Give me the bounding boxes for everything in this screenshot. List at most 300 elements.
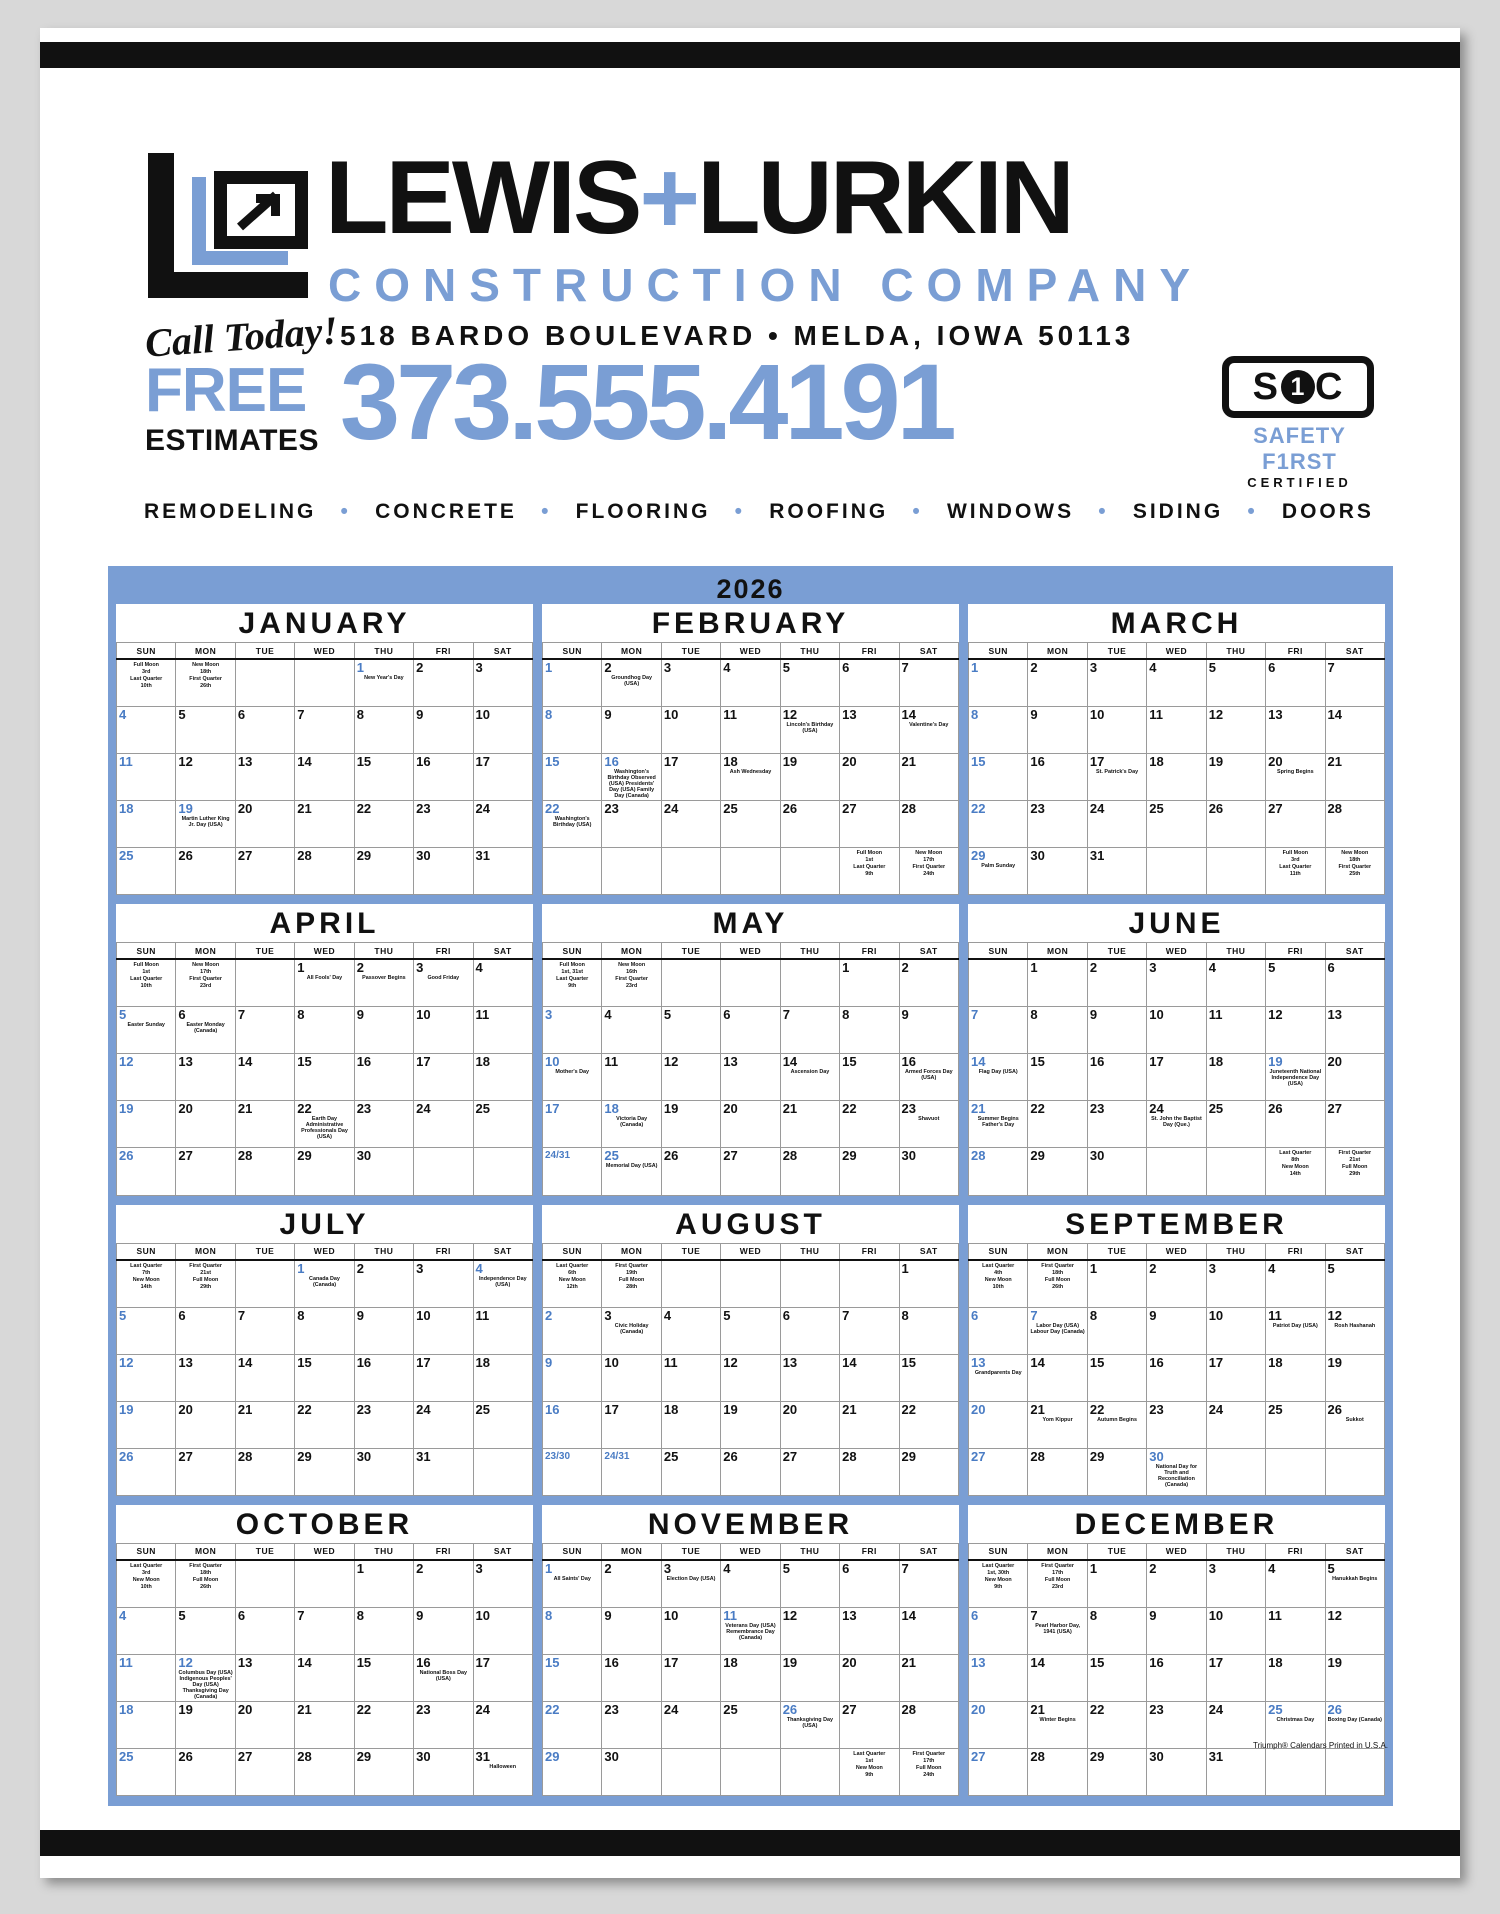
day-cell[interactable]: [780, 754, 839, 801]
day-cell[interactable]: [176, 1148, 235, 1195]
day-cell[interactable]: [473, 754, 532, 801]
day-cell[interactable]: [969, 1354, 1028, 1401]
day-cell[interactable]: [780, 1448, 839, 1495]
day-cell[interactable]: [543, 1701, 602, 1748]
day-cell[interactable]: [1147, 801, 1206, 848]
day-cell[interactable]: [354, 1654, 413, 1701]
day-cell[interactable]: [235, 1101, 294, 1148]
day-cell[interactable]: [721, 1101, 780, 1148]
day-cell[interactable]: [176, 959, 235, 1007]
day-cell[interactable]: [1087, 1607, 1146, 1654]
day-cell[interactable]: [176, 848, 235, 895]
day-cell[interactable]: [602, 754, 661, 801]
day-cell[interactable]: [721, 1307, 780, 1354]
day-cell[interactable]: [969, 1054, 1028, 1101]
day-cell[interactable]: [117, 1101, 176, 1148]
day-cell[interactable]: [473, 1007, 532, 1054]
day-cell[interactable]: [354, 1054, 413, 1101]
day-cell[interactable]: [899, 754, 958, 801]
day-cell[interactable]: [1147, 1607, 1206, 1654]
day-cell[interactable]: [414, 959, 473, 1007]
day-cell[interactable]: [602, 801, 661, 848]
day-cell[interactable]: [354, 1007, 413, 1054]
day-cell[interactable]: [661, 801, 720, 848]
day-cell[interactable]: [661, 1148, 720, 1195]
day-cell[interactable]: [969, 1007, 1028, 1054]
day-cell[interactable]: [295, 848, 354, 895]
day-cell[interactable]: [721, 659, 780, 707]
day-cell[interactable]: [1266, 1101, 1325, 1148]
day-cell[interactable]: [473, 959, 532, 1007]
day-cell[interactable]: [295, 1560, 354, 1608]
day-cell[interactable]: [354, 1401, 413, 1448]
day-cell[interactable]: [899, 707, 958, 754]
day-cell[interactable]: [969, 1560, 1028, 1608]
day-cell[interactable]: [840, 1054, 899, 1101]
day-cell[interactable]: [1028, 1260, 1087, 1308]
day-cell[interactable]: [543, 1354, 602, 1401]
day-cell[interactable]: [840, 754, 899, 801]
day-cell[interactable]: [721, 1148, 780, 1195]
day-cell[interactable]: [1087, 1148, 1146, 1195]
day-cell[interactable]: [1266, 1307, 1325, 1354]
day-cell[interactable]: [1266, 801, 1325, 848]
day-cell[interactable]: [543, 1607, 602, 1654]
day-cell[interactable]: [969, 801, 1028, 848]
day-cell[interactable]: [1087, 1701, 1146, 1748]
day-cell[interactable]: [969, 659, 1028, 707]
day-cell[interactable]: [780, 959, 839, 1007]
day-cell[interactable]: [780, 1401, 839, 1448]
day-cell[interactable]: [117, 1307, 176, 1354]
day-cell[interactable]: [1206, 1260, 1265, 1308]
day-cell[interactable]: [543, 1307, 602, 1354]
day-cell[interactable]: [1206, 1148, 1265, 1195]
day-cell[interactable]: [295, 707, 354, 754]
day-cell[interactable]: [473, 1560, 532, 1608]
day-cell[interactable]: [414, 1007, 473, 1054]
day-cell[interactable]: [414, 1401, 473, 1448]
day-cell[interactable]: [235, 1560, 294, 1608]
day-cell[interactable]: [899, 801, 958, 848]
day-cell[interactable]: [661, 1448, 720, 1495]
day-cell[interactable]: [1028, 1148, 1087, 1195]
day-cell[interactable]: [235, 1260, 294, 1308]
day-cell[interactable]: [295, 1401, 354, 1448]
day-cell[interactable]: [721, 754, 780, 801]
day-cell[interactable]: [414, 1354, 473, 1401]
day-cell[interactable]: [1206, 1748, 1265, 1795]
day-cell[interactable]: [354, 1148, 413, 1195]
day-cell[interactable]: [1147, 1007, 1206, 1054]
day-cell[interactable]: [899, 1101, 958, 1148]
day-cell[interactable]: [1206, 848, 1265, 895]
day-cell[interactable]: [840, 1654, 899, 1701]
day-cell[interactable]: [1206, 707, 1265, 754]
day-cell[interactable]: [1087, 1748, 1146, 1795]
day-cell[interactable]: [235, 1007, 294, 1054]
day-cell[interactable]: [543, 848, 602, 895]
day-cell[interactable]: [473, 1148, 532, 1195]
day-cell[interactable]: [1206, 1354, 1265, 1401]
day-cell[interactable]: [295, 754, 354, 801]
day-cell[interactable]: [176, 707, 235, 754]
day-cell[interactable]: [899, 1148, 958, 1195]
day-cell[interactable]: [780, 1007, 839, 1054]
day-cell[interactable]: [661, 1560, 720, 1608]
day-cell[interactable]: [1028, 659, 1087, 707]
day-cell[interactable]: [899, 659, 958, 707]
day-cell[interactable]: [473, 707, 532, 754]
day-cell[interactable]: [543, 1148, 602, 1195]
day-cell[interactable]: [295, 1260, 354, 1308]
day-cell[interactable]: [780, 659, 839, 707]
day-cell[interactable]: [117, 1054, 176, 1101]
day-cell[interactable]: [543, 1007, 602, 1054]
day-cell[interactable]: [1087, 1054, 1146, 1101]
day-cell[interactable]: [1147, 1101, 1206, 1148]
day-cell[interactable]: [117, 1607, 176, 1654]
day-cell[interactable]: [661, 754, 720, 801]
day-cell[interactable]: [117, 1401, 176, 1448]
day-cell[interactable]: [117, 801, 176, 848]
day-cell[interactable]: [602, 1401, 661, 1448]
day-cell[interactable]: [414, 754, 473, 801]
day-cell[interactable]: [354, 801, 413, 848]
day-cell[interactable]: [1206, 959, 1265, 1007]
day-cell[interactable]: [1325, 1307, 1384, 1354]
day-cell[interactable]: [969, 1607, 1028, 1654]
day-cell[interactable]: [969, 959, 1028, 1007]
day-cell[interactable]: [661, 1354, 720, 1401]
day-cell[interactable]: [780, 1654, 839, 1701]
day-cell[interactable]: [1266, 1260, 1325, 1308]
day-cell[interactable]: [176, 754, 235, 801]
day-cell[interactable]: [543, 1654, 602, 1701]
day-cell[interactable]: [176, 659, 235, 707]
day-cell[interactable]: [1028, 1448, 1087, 1495]
day-cell[interactable]: [1206, 659, 1265, 707]
day-cell[interactable]: [414, 1054, 473, 1101]
day-cell[interactable]: [354, 659, 413, 707]
day-cell[interactable]: [414, 707, 473, 754]
day-cell[interactable]: [899, 848, 958, 895]
day-cell[interactable]: [721, 1448, 780, 1495]
day-cell[interactable]: [899, 1448, 958, 1495]
day-cell[interactable]: [780, 1101, 839, 1148]
day-cell[interactable]: [1325, 659, 1384, 707]
day-cell[interactable]: [176, 1054, 235, 1101]
day-cell[interactable]: [1087, 1401, 1146, 1448]
day-cell[interactable]: [1087, 754, 1146, 801]
day-cell[interactable]: [117, 848, 176, 895]
day-cell[interactable]: [661, 848, 720, 895]
day-cell[interactable]: [543, 801, 602, 848]
day-cell[interactable]: [1147, 707, 1206, 754]
day-cell[interactable]: [1028, 1054, 1087, 1101]
day-cell[interactable]: [176, 1307, 235, 1354]
day-cell[interactable]: [1325, 1354, 1384, 1401]
day-cell[interactable]: [543, 754, 602, 801]
day-cell[interactable]: [721, 1701, 780, 1748]
day-cell[interactable]: [840, 1007, 899, 1054]
day-cell[interactable]: [1147, 659, 1206, 707]
day-cell[interactable]: [295, 1354, 354, 1401]
day-cell[interactable]: [235, 659, 294, 707]
day-cell[interactable]: [414, 1701, 473, 1748]
day-cell[interactable]: [295, 659, 354, 707]
day-cell[interactable]: [354, 1560, 413, 1608]
day-cell[interactable]: [1028, 1101, 1087, 1148]
day-cell[interactable]: [414, 1560, 473, 1608]
day-cell[interactable]: [661, 659, 720, 707]
day-cell[interactable]: [235, 1701, 294, 1748]
day-cell[interactable]: [1325, 848, 1384, 895]
day-cell[interactable]: [1266, 959, 1325, 1007]
day-cell[interactable]: [176, 1448, 235, 1495]
day-cell[interactable]: [780, 1354, 839, 1401]
day-cell[interactable]: [354, 1260, 413, 1308]
day-cell[interactable]: [1266, 659, 1325, 707]
day-cell[interactable]: [117, 959, 176, 1007]
day-cell[interactable]: [602, 1101, 661, 1148]
day-cell[interactable]: [1266, 1148, 1325, 1195]
day-cell[interactable]: [1087, 848, 1146, 895]
day-cell[interactable]: [602, 1654, 661, 1701]
day-cell[interactable]: [1147, 1401, 1206, 1448]
day-cell[interactable]: [1206, 1054, 1265, 1101]
day-cell[interactable]: [473, 1401, 532, 1448]
day-cell[interactable]: [1325, 1401, 1384, 1448]
day-cell[interactable]: [117, 1260, 176, 1308]
day-cell[interactable]: [176, 1354, 235, 1401]
day-cell[interactable]: [1206, 1560, 1265, 1608]
day-cell[interactable]: [1206, 1607, 1265, 1654]
day-cell[interactable]: [414, 1101, 473, 1148]
day-cell[interactable]: [661, 1007, 720, 1054]
day-cell[interactable]: [117, 1560, 176, 1608]
day-cell[interactable]: [1266, 848, 1325, 895]
day-cell[interactable]: [473, 801, 532, 848]
day-cell[interactable]: [1325, 1101, 1384, 1148]
day-cell[interactable]: [473, 848, 532, 895]
day-cell[interactable]: [1325, 1654, 1384, 1701]
day-cell[interactable]: [969, 707, 1028, 754]
day-cell[interactable]: [1325, 959, 1384, 1007]
day-cell[interactable]: [473, 1654, 532, 1701]
day-cell[interactable]: [473, 1354, 532, 1401]
day-cell[interactable]: [176, 1401, 235, 1448]
day-cell[interactable]: [1325, 801, 1384, 848]
day-cell[interactable]: [354, 754, 413, 801]
day-cell[interactable]: [780, 1748, 839, 1795]
day-cell[interactable]: [1325, 707, 1384, 754]
day-cell[interactable]: [1028, 1307, 1087, 1354]
day-cell[interactable]: [899, 1654, 958, 1701]
day-cell[interactable]: [1028, 801, 1087, 848]
day-cell[interactable]: [1325, 754, 1384, 801]
day-cell[interactable]: [840, 1701, 899, 1748]
day-cell[interactable]: [117, 1007, 176, 1054]
day-cell[interactable]: [1087, 1560, 1146, 1608]
day-cell[interactable]: [780, 707, 839, 754]
day-cell[interactable]: [1266, 754, 1325, 801]
day-cell[interactable]: [543, 959, 602, 1007]
day-cell[interactable]: [840, 659, 899, 707]
day-cell[interactable]: [840, 848, 899, 895]
day-cell[interactable]: [840, 1260, 899, 1308]
day-cell[interactable]: [295, 1148, 354, 1195]
day-cell[interactable]: [354, 1448, 413, 1495]
day-cell[interactable]: [840, 1148, 899, 1195]
day-cell[interactable]: [117, 1448, 176, 1495]
day-cell[interactable]: [661, 1654, 720, 1701]
day-cell[interactable]: [1206, 1401, 1265, 1448]
day-cell[interactable]: [176, 801, 235, 848]
day-cell[interactable]: [414, 1448, 473, 1495]
day-cell[interactable]: [414, 1607, 473, 1654]
day-cell[interactable]: [1147, 1260, 1206, 1308]
day-cell[interactable]: [1266, 1748, 1325, 1795]
day-cell[interactable]: [1266, 1560, 1325, 1608]
day-cell[interactable]: [235, 1307, 294, 1354]
day-cell[interactable]: [661, 707, 720, 754]
day-cell[interactable]: [1087, 1007, 1146, 1054]
day-cell[interactable]: [354, 1354, 413, 1401]
day-cell[interactable]: [1266, 1401, 1325, 1448]
day-cell[interactable]: [1266, 1007, 1325, 1054]
day-cell[interactable]: [969, 1401, 1028, 1448]
day-cell[interactable]: [1206, 1101, 1265, 1148]
day-cell[interactable]: [176, 1701, 235, 1748]
day-cell[interactable]: [1087, 959, 1146, 1007]
day-cell[interactable]: [235, 1448, 294, 1495]
day-cell[interactable]: [969, 1307, 1028, 1354]
day-cell[interactable]: [1325, 1260, 1384, 1308]
day-cell[interactable]: [1325, 1054, 1384, 1101]
day-cell[interactable]: [602, 1054, 661, 1101]
day-cell[interactable]: [899, 1748, 958, 1795]
day-cell[interactable]: [473, 1101, 532, 1148]
day-cell[interactable]: [354, 1101, 413, 1148]
day-cell[interactable]: [414, 848, 473, 895]
day-cell[interactable]: [543, 659, 602, 707]
day-cell[interactable]: [473, 1607, 532, 1654]
day-cell[interactable]: [543, 1401, 602, 1448]
day-cell[interactable]: [295, 1007, 354, 1054]
day-cell[interactable]: [602, 1748, 661, 1795]
day-cell[interactable]: [235, 1607, 294, 1654]
day-cell[interactable]: [473, 1748, 532, 1795]
day-cell[interactable]: [1147, 754, 1206, 801]
day-cell[interactable]: [176, 1748, 235, 1795]
day-cell[interactable]: [1028, 1007, 1087, 1054]
day-cell[interactable]: [235, 1401, 294, 1448]
day-cell[interactable]: [602, 707, 661, 754]
day-cell[interactable]: [1147, 1148, 1206, 1195]
day-cell[interactable]: [840, 1748, 899, 1795]
day-cell[interactable]: [1206, 1654, 1265, 1701]
day-cell[interactable]: [840, 1401, 899, 1448]
day-cell[interactable]: [176, 1654, 235, 1701]
day-cell[interactable]: [840, 1101, 899, 1148]
day-cell[interactable]: [1266, 1354, 1325, 1401]
day-cell[interactable]: [1087, 1654, 1146, 1701]
day-cell[interactable]: [1028, 1654, 1087, 1701]
day-cell[interactable]: [780, 1054, 839, 1101]
day-cell[interactable]: [117, 1701, 176, 1748]
day-cell[interactable]: [117, 707, 176, 754]
day-cell[interactable]: [543, 1101, 602, 1148]
day-cell[interactable]: [602, 1307, 661, 1354]
day-cell[interactable]: [295, 1654, 354, 1701]
day-cell[interactable]: [1028, 1354, 1087, 1401]
day-cell[interactable]: [473, 1260, 532, 1308]
day-cell[interactable]: [602, 1148, 661, 1195]
day-cell[interactable]: [354, 848, 413, 895]
day-cell[interactable]: [661, 1401, 720, 1448]
day-cell[interactable]: [354, 1748, 413, 1795]
day-cell[interactable]: [235, 707, 294, 754]
day-cell[interactable]: [1087, 1448, 1146, 1495]
day-cell[interactable]: [1028, 1748, 1087, 1795]
day-cell[interactable]: [117, 1354, 176, 1401]
day-cell[interactable]: [354, 1307, 413, 1354]
day-cell[interactable]: [295, 1748, 354, 1795]
day-cell[interactable]: [1266, 707, 1325, 754]
day-cell[interactable]: [661, 959, 720, 1007]
day-cell[interactable]: [414, 1148, 473, 1195]
day-cell[interactable]: [661, 1701, 720, 1748]
day-cell[interactable]: [899, 1054, 958, 1101]
day-cell[interactable]: [117, 1748, 176, 1795]
day-cell[interactable]: [176, 1007, 235, 1054]
day-cell[interactable]: [1266, 1607, 1325, 1654]
day-cell[interactable]: [1087, 1307, 1146, 1354]
day-cell[interactable]: [602, 1448, 661, 1495]
day-cell[interactable]: [295, 1607, 354, 1654]
day-cell[interactable]: [1028, 959, 1087, 1007]
day-cell[interactable]: [1087, 659, 1146, 707]
day-cell[interactable]: [780, 1307, 839, 1354]
day-cell[interactable]: [414, 1654, 473, 1701]
day-cell[interactable]: [414, 1748, 473, 1795]
day-cell[interactable]: [1087, 1101, 1146, 1148]
day-cell[interactable]: [473, 1307, 532, 1354]
day-cell[interactable]: [899, 959, 958, 1007]
day-cell[interactable]: [899, 1007, 958, 1054]
day-cell[interactable]: [1087, 1260, 1146, 1308]
day-cell[interactable]: [969, 1701, 1028, 1748]
day-cell[interactable]: [721, 1007, 780, 1054]
day-cell[interactable]: [1087, 1354, 1146, 1401]
day-cell[interactable]: [235, 959, 294, 1007]
day-cell[interactable]: [969, 1148, 1028, 1195]
day-cell[interactable]: [969, 1748, 1028, 1795]
day-cell[interactable]: [543, 1560, 602, 1608]
day-cell[interactable]: [176, 1101, 235, 1148]
day-cell[interactable]: [721, 959, 780, 1007]
day-cell[interactable]: [899, 1401, 958, 1448]
day-cell[interactable]: [602, 1007, 661, 1054]
day-cell[interactable]: [414, 659, 473, 707]
day-cell[interactable]: [473, 1448, 532, 1495]
day-cell[interactable]: [235, 1354, 294, 1401]
day-cell[interactable]: [1147, 1354, 1206, 1401]
day-cell[interactable]: [1325, 1748, 1384, 1795]
day-cell[interactable]: [1147, 848, 1206, 895]
day-cell[interactable]: [1206, 801, 1265, 848]
